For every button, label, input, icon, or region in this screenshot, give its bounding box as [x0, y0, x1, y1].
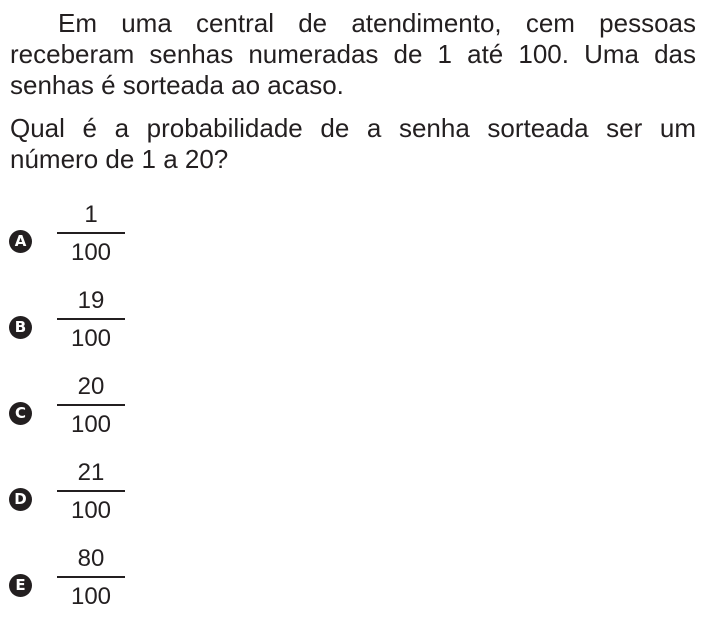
- option-letter-a-badge: A: [9, 230, 32, 253]
- option-c-numerator: 20: [77, 373, 105, 400]
- option-b[interactable]: [9, 286, 309, 372]
- option-e-fraction: [57, 544, 125, 612]
- question-prompt: Qual é a probabilidade de a senha sorteada ser um número de 1 a 20?: [10, 113, 696, 174]
- option-a-fraction: [57, 200, 125, 268]
- fraction-bar: [57, 490, 125, 492]
- option-d[interactable]: [9, 458, 309, 544]
- option-b-fraction: [57, 286, 125, 354]
- option-e[interactable]: [9, 544, 309, 630]
- option-c-denominator: 100: [70, 411, 112, 438]
- fraction-bar: [57, 232, 125, 234]
- option-a[interactable]: [9, 200, 309, 286]
- option-a-denominator: 100: [70, 239, 112, 266]
- option-d-fraction: [57, 458, 125, 526]
- option-letter-d-badge: D: [9, 488, 32, 511]
- option-letter-c-badge: C: [9, 402, 32, 425]
- option-b-numerator: 19: [77, 287, 105, 314]
- option-letter-e-badge: E: [9, 574, 32, 597]
- option-d-numerator: 21: [77, 459, 105, 486]
- option-a-numerator: 1: [84, 201, 98, 228]
- option-b-denominator: 100: [70, 325, 112, 352]
- question-context: Em uma central de atendimento, cem pessoas receberam senhas numeradas de 1 até 100. Uma das senhas é sorteada ao acaso.: [10, 8, 696, 100]
- fraction-bar: [57, 404, 125, 406]
- fraction-bar: [57, 576, 125, 578]
- answer-options: [9, 200, 309, 630]
- option-e-denominator: 100: [70, 583, 112, 610]
- option-c[interactable]: [9, 372, 309, 458]
- question-statement: [10, 8, 696, 175]
- option-c-fraction: [57, 372, 125, 440]
- option-e-numerator: 80: [77, 545, 105, 572]
- option-letter-b-badge: B: [9, 316, 32, 339]
- option-d-denominator: 100: [70, 497, 112, 524]
- fraction-bar: [57, 318, 125, 320]
